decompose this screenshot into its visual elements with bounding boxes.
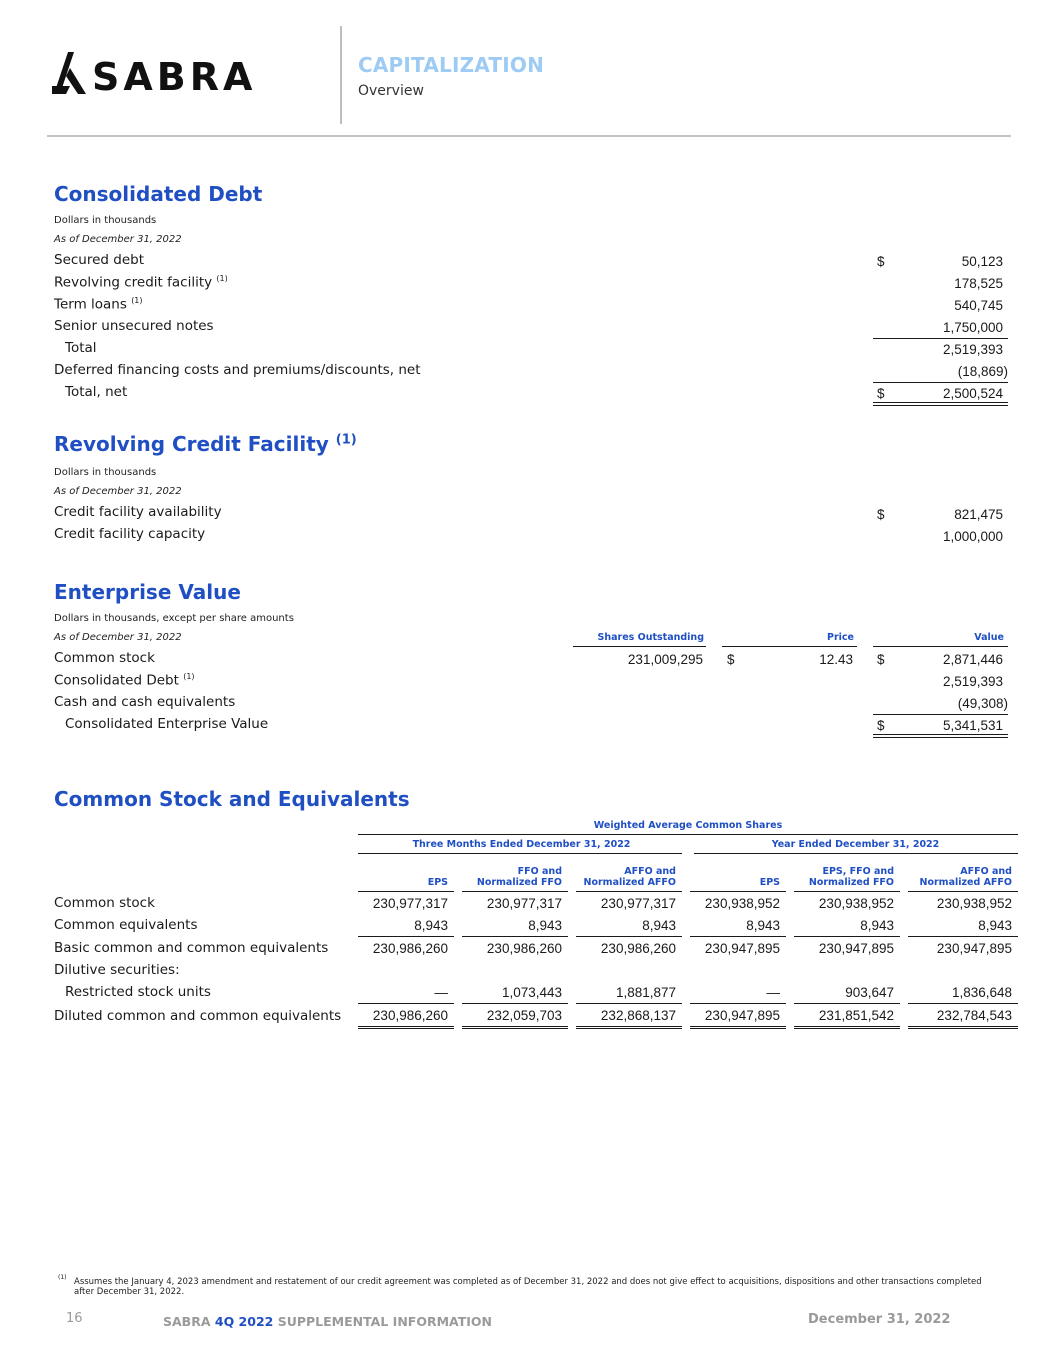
cell: 230,977,317 [372,895,448,911]
ev-common-stock-value: 2,871,446 [942,652,1003,667]
cell: 230,986,260 [486,940,562,956]
price-header: Price [827,632,854,643]
footnote-text: Assumes the January 4, 2023 amendment and restatement of our credit agreement was completed as of December 31, 2022 and does not give effect to acquisitions, dispositions and other transactions completed after December 31, 2022. [74,1277,982,1297]
page-number: 16 [66,1311,83,1326]
cell: 8,943 [462,914,568,937]
term-loans-value: 540,745 [954,298,1003,313]
revolving-credit-title: Revolving Credit Facility $^{(1)}$ [54,432,357,456]
cell: 1,836,648 [908,981,1018,1004]
senior-unsecured-notes-value: 1,750,000 [942,320,1003,335]
cell: 230,938,952 [936,895,1012,911]
cell: 232,868,137 [576,1004,682,1028]
row-label: Diluted common and common equivalents [54,1007,342,1024]
enterprise-value-title: Enterprise Value [54,580,241,604]
currency-symbol: $ [727,652,735,667]
credit-availability-label: Credit facility availability [54,504,222,520]
col-header-ffo-year: EPS, FFO and Normalized FFO [794,862,900,892]
footer-label: SABRA 4Q 2022 SUPPLEMENTAL INFORMATION [163,1314,492,1329]
sabra-logo [52,50,297,100]
table-row [54,981,1018,1004]
page-title: CAPITALIZATION [358,53,545,77]
cell: 1,881,877 [576,981,682,1004]
cell: 230,986,260 [600,940,676,956]
currency-symbol: $ [877,507,885,522]
term-loans-label: Term loans $^{(1)}$ [54,296,143,313]
double-total-rule [873,402,1008,406]
row-label: Basic common and common equivalents [54,939,329,956]
ev-total-value: 5,341,531 [942,718,1003,733]
header-divider [340,26,342,124]
logo-text: SABRA [92,55,257,99]
subtotal-rule [873,338,1008,339]
enterprise-value-as-of: As of December 31, 2022 [54,632,182,643]
year-ended-header: Year Ended December 31, 2022 [771,839,940,850]
column-header-rule [873,646,1008,647]
footnote-mark: (1) [335,432,357,448]
ev-consolidated-debt-label: Consolidated Debt $^{(1)}$ [54,672,195,689]
currency-symbol: $ [877,718,885,733]
cell: 230,947,895 [690,1004,786,1028]
ev-total-label: Consolidated Enterprise Value [65,716,269,732]
ev-cash-value: (49,308) [957,696,1008,711]
ev-cash-label: Cash and cash equivalents [54,694,236,710]
ev-common-stock-label: Common stock [54,650,155,666]
footnote-mark: (1) [183,672,195,681]
cell: 230,938,952 [818,895,894,911]
cell: — [690,981,786,1004]
col-header-affo-year: AFFO and Normalized AFFO [908,862,1018,892]
ev-share-price: 12.43 [819,652,853,667]
cell: 230,986,260 [358,1004,454,1028]
deferred-financing-value: (18,869) [957,364,1008,379]
table-row [54,914,1018,937]
enterprise-value-units: Dollars in thousands, except per share amounts [54,613,294,624]
revolving-credit-as-of: As of December 31, 2022 [54,486,182,497]
column-header-row [54,862,1018,892]
col-header-eps-year: EPS [690,862,786,892]
weighted-average-header: Weighted Average Common Shares [593,820,783,831]
three-months-header: Three Months Ended December 31, 2022 [412,839,631,850]
cell: 230,947,895 [936,940,1012,956]
cell: 1,073,443 [462,981,568,1004]
group-header-rule [694,853,1018,854]
senior-unsecured-notes-label: Senior unsecured notes [54,318,214,334]
revolving-credit-facility-label: Revolving credit facility $^{(1)}$ [54,274,228,291]
row-label: Dilutive securities: [54,962,180,978]
cell: 230,947,895 [818,940,894,956]
ev-shares-outstanding: 231,009,295 [627,652,703,667]
footer-date: December 31, 2022 [808,1312,951,1327]
col-header-eps-3m: EPS [358,862,454,892]
footnote-mark: (1) [131,296,143,305]
cell: 8,943 [908,914,1018,937]
currency-symbol: $ [877,386,885,401]
consolidated-debt-units: Dollars in thousands [54,215,157,226]
subtotal-rule [873,382,1008,383]
value-header: Value [974,632,1004,643]
group-header-rule [358,853,682,854]
cell: 230,977,317 [486,895,562,911]
credit-capacity-label: Credit facility capacity [54,526,206,542]
col-header-ffo-3m: FFO and Normalized FFO [462,862,568,892]
credit-capacity-value: 1,000,000 [942,529,1003,544]
column-header-rule [573,646,706,647]
deferred-financing-label: Deferred financing costs and premiums/discounts, net [54,362,421,378]
cell: 8,943 [690,914,786,937]
table-row [54,959,1018,981]
footnote-mark: (1) [216,274,228,283]
currency-symbol: $ [877,254,885,269]
debt-total-value: 2,519,393 [942,342,1003,357]
cell: 232,059,703 [462,1004,568,1028]
credit-availability-value: 821,475 [954,507,1003,522]
row-label: Common equivalents [54,917,198,934]
consolidated-debt-as-of: As of December 31, 2022 [54,234,182,245]
cell: 232,784,543 [908,1004,1018,1028]
column-header-rule [722,646,857,647]
cell: 231,851,542 [794,1004,900,1028]
shares-outstanding-header: Shares Outstanding [597,632,704,643]
secured-debt-label: Secured debt [54,252,145,268]
row-label: Restricted stock units [65,984,211,1001]
cell: 8,943 [576,914,682,937]
cell: 230,977,317 [600,895,676,911]
secured-debt-value: 50,123 [961,254,1003,269]
total-net-value: 2,500,524 [942,386,1003,401]
common-stock-title: Common Stock and Equivalents [54,787,410,811]
cell: 230,938,952 [704,895,780,911]
subtotal-rule [873,714,1008,715]
cell: 8,943 [358,914,454,937]
super-header-rule [358,834,1018,835]
cell: 903,647 [794,981,900,1004]
cell: 8,943 [794,914,900,937]
page-subtitle: Overview [358,83,424,99]
common-stock-table [54,862,1018,1029]
revolving-credit-facility-value: 178,525 [954,276,1003,291]
table-row [54,937,1018,960]
cell: 230,986,260 [372,940,448,956]
table-row [54,1004,1018,1028]
total-net-label: Total, net [65,384,128,400]
table-row [54,892,1018,915]
cell: — [358,981,454,1004]
revolving-credit-units: Dollars in thousands [54,467,157,478]
double-total-rule [873,734,1008,738]
debt-total-label: Total [65,340,97,356]
consolidated-debt-title: Consolidated Debt [54,182,263,206]
footnote-mark: (1) [58,1274,67,1281]
cell: 230,947,895 [704,940,780,956]
currency-symbol: $ [877,652,885,667]
row-label: Common stock [54,894,155,911]
col-header-affo-3m: AFFO and Normalized AFFO [576,862,682,892]
ev-consolidated-debt-value: 2,519,393 [942,674,1003,689]
header-rule [47,135,1011,137]
